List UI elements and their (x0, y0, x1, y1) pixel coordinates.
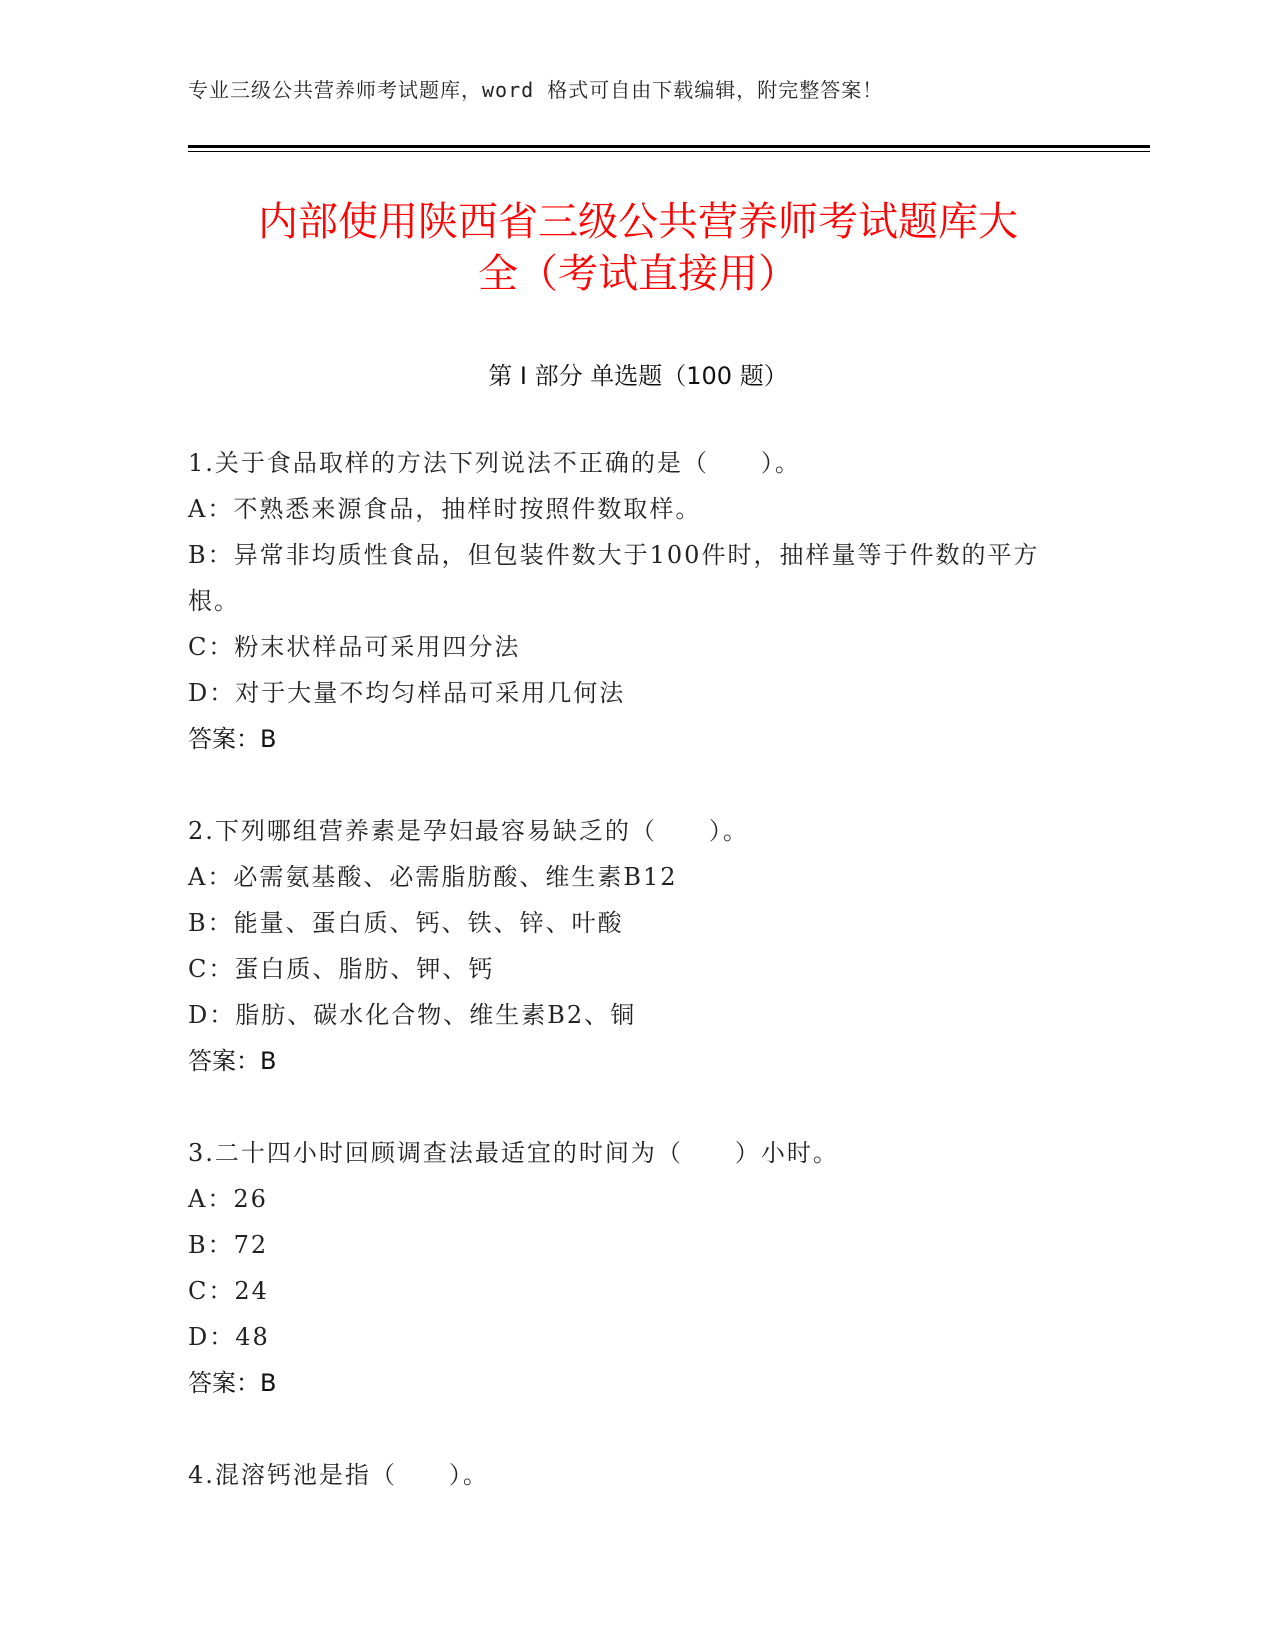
option-b: B：能量、蛋白质、钙、铁、锌、叶酸 (188, 909, 624, 937)
question-1 (188, 440, 1068, 762)
question-stem: 3.二十四小时回顾调查法最适宜的时间为（ ）小时。 (188, 1139, 839, 1167)
document-title (188, 196, 1088, 300)
section-title: 第 I 部分 单选题（100 题） (488, 362, 788, 390)
question-list (188, 440, 1068, 1544)
question-4 (188, 1452, 1068, 1498)
option-c: C：粉末状样品可采用四分法 (188, 633, 521, 661)
question-2 (188, 808, 1068, 1084)
option-a: A：必需氨基酸、必需脂肪酸、维生素B12 (188, 863, 678, 891)
option-a: A：26 (188, 1185, 268, 1213)
option-c: C：24 (188, 1277, 269, 1305)
header-rule-thin (188, 151, 1150, 152)
option-c: C：蛋白质、脂肪、钾、钙 (188, 955, 495, 983)
option-a: A：不熟悉来源食品，抽样时按照件数取样。 (188, 495, 702, 523)
option-d: D：脂肪、碳水化合物、维生素B2、铜 (188, 1001, 637, 1029)
answer-label: 答案：B (188, 1369, 277, 1397)
document-title-line-1: 内部使用陕西省三级公共营养师考试题库大 (258, 199, 1018, 245)
answer-label: 答案：B (188, 725, 277, 753)
header-note: 专业三级公共营养师考试题库，word 格式可自由下载编辑，附完整答案！ (188, 78, 884, 102)
document-title-line-2: 全（考试直接用） (478, 251, 798, 297)
option-d: D：48 (188, 1323, 270, 1351)
question-stem: 2.下列哪组营养素是孕妇最容易缺乏的（ ）。 (188, 817, 749, 845)
option-d: D：对于大量不均匀样品可采用几何法 (188, 679, 626, 707)
option-b: B：72 (188, 1231, 269, 1259)
question-3 (188, 1130, 1068, 1406)
option-b: B：异常非均质性食品，但包装件数大于100件时，抽样量等于件数的平方根。 (188, 541, 1040, 615)
answer-label: 答案：B (188, 1047, 277, 1075)
header-rule-thick (188, 145, 1150, 148)
question-stem: 1.关于食品取样的方法下列说法不正确的是（ ）。 (188, 449, 801, 477)
question-stem: 4.混溶钙池是指（ ）。 (188, 1461, 489, 1489)
